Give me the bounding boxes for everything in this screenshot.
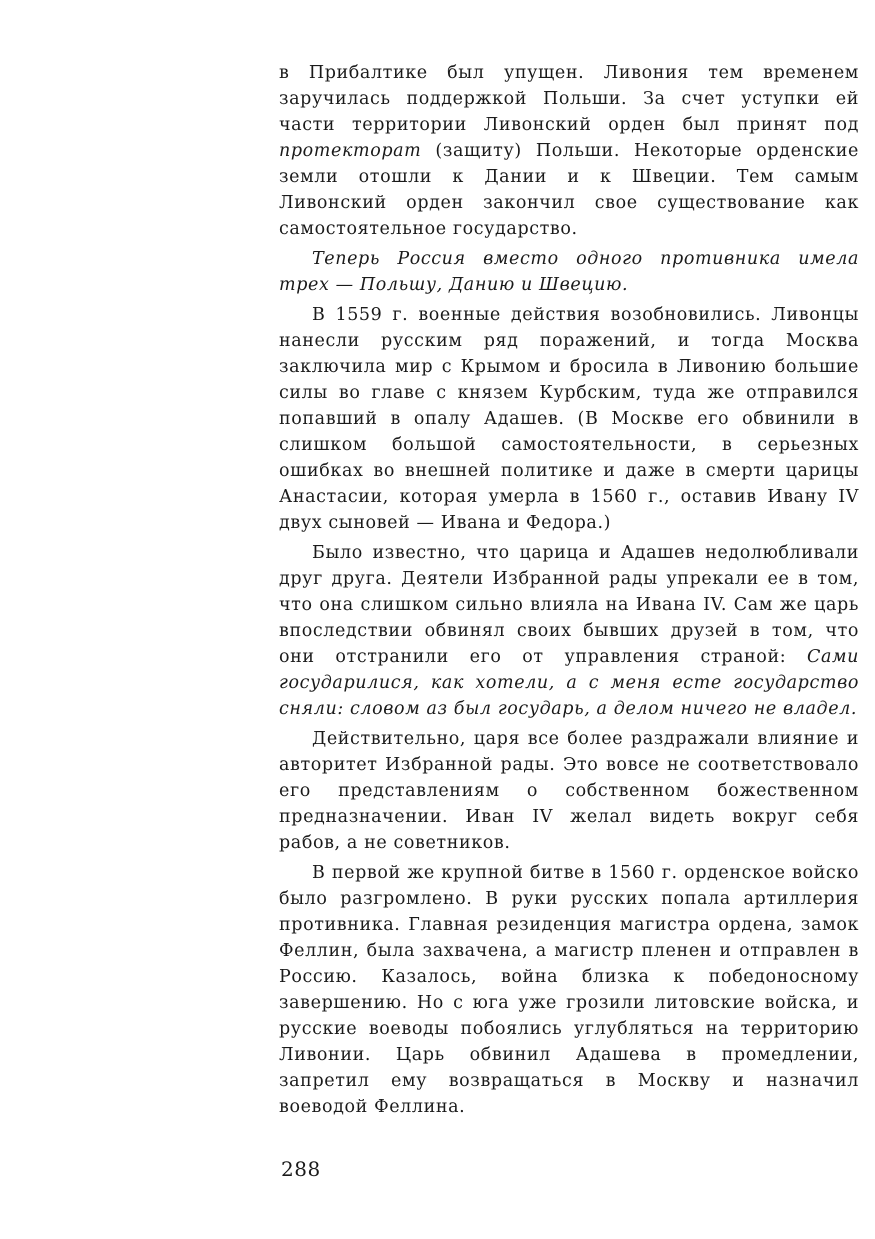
paragraph-1-part-1: в Прибалтике был упущен. Ливония тем временем заручилась поддержкой Польши. За счет уступки ей части территории Ливонский орден был принят под xyxy=(279,63,859,135)
paragraph-4-part-1: Было известно, что царица и Адашев недолюбливали друг друга. Деятели Избранной рады упрекали ее в том, что она слишком сильно влияла на Ивана IV. Сам же царь впоследствии обвинял своих бывших друзей в том, что они отстранили его от управления страной: xyxy=(279,543,859,667)
paragraph-4 xyxy=(279,540,859,722)
page-body xyxy=(279,60,859,1124)
paragraph-1-part-3: (защиту) Польши. Некоторые орденские земли отошли к Дании и к Швеции. Тем самым Ливонский орден закончил свое существование как самостоятельное государство. xyxy=(279,141,859,239)
paragraph-1-part-2: протекторат xyxy=(279,141,422,161)
paragraph-4-part-2: Сами государилися, как хотели, а с меня есте государство сняли: словом аз был государь, а делом ничего не владел. xyxy=(279,647,859,719)
paragraph-5-part-1: Действительно, царя все более раздражали влияние и авторитет Избранной рады. Это вовсе не соответствовало его представлениям о собственном божественном предназначении. Иван IV желал видеть вокруг себя рабов, а не советников. xyxy=(279,729,859,853)
paragraph-6 xyxy=(279,860,859,1120)
paragraph-2-part-1: Теперь Россия вместо одного противника имела трех — Польшу, Данию и Швецию. xyxy=(279,249,859,295)
page-number: 288 xyxy=(281,1157,321,1181)
paragraph-3 xyxy=(279,302,859,536)
paragraph-1 xyxy=(279,60,859,242)
paragraph-6-part-1: В первой же крупной битве в 1560 г. орденское войско было разгромлено. В руки русских попала артиллерия противника. Главная резиденция магистра ордена, замок Феллин, была захвачена, а магистр пленен и отправлен в Россию. Казалось, война близка к победоносному завершению. Но с юга уже грозили литовские войска, и русские воеводы побоялись углубляться на территорию Ливонии. Царь обвинил Адашева в промедлении, запретил ему возвращаться в Москву и назначил воеводой Феллина. xyxy=(279,863,859,1117)
paragraph-2 xyxy=(279,246,859,298)
paragraph-5 xyxy=(279,726,859,856)
paragraph-3-part-1: В 1559 г. военные действия возобновились. Ливонцы нанесли русским ряд поражений, и тогда Москва заключила мир с Крымом и бросила в Ливонию большие силы во главе с князем Курбским, туда же отправился попавший в опалу Адашев. (В Москве его обвинили в слишком большой самостоятельности, в серьезных ошибках во внешней политике и даже в смерти царицы Анастасии, которая умерла в 1560 г., оставив Ивану IV двух сыновей — Ивана и Федора.) xyxy=(279,305,859,533)
